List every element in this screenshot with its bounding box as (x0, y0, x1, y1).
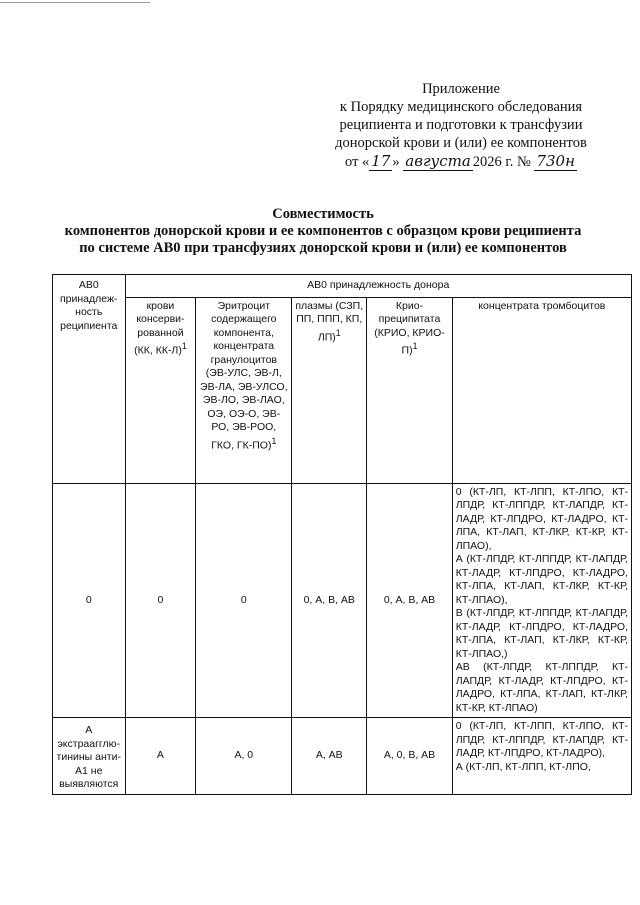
appendix-header (318, 80, 604, 171)
title-line-1: Совместимость (272, 206, 374, 222)
donor-header: АВ0 принадлежность донора (125, 275, 632, 298)
blood-cell: 0 (125, 483, 196, 718)
recipient-group: А (85, 724, 93, 736)
appendix-line-2: к Порядку медицинского обследования (339, 99, 583, 115)
header-row-1 (53, 275, 632, 298)
col-header-blood: крови консерви-рованной (КК, КК-Л)$^1$ (125, 297, 196, 483)
date-prefix: от « (345, 154, 370, 170)
col-header-cryo: Крио-преципитата (КРИО, КРИО-П)$^1$ (367, 297, 452, 483)
appendix-line-3: реципиента и подготовки к трансфузии (339, 117, 583, 133)
platelets-group-0: 0 (КТ-ЛП, КТ-ЛПП, КТ-ЛПО, КТ-ЛПДР, КТ-ЛППДР, КТ-ЛАПДР, КТ-ЛАДР, КТ-ЛПДРО, КТ-ЛАДРО), (455, 720, 628, 759)
platelets-group-b: В (КТ-ЛПДР, КТ-ЛППДР, КТ-ЛАПДР, КТ-ЛАДР, КТ-ЛПДРО, КТ-ЛАДРО, КТ-ЛПА, КТ-ЛАП, КТ-ЛКР, КТ-КР, КТ-ЛПАО,) (455, 607, 628, 660)
recipient-cell: 0 (53, 483, 126, 718)
blood-cell: А (125, 718, 196, 795)
table-row (53, 483, 632, 718)
plasma-cell: А, АВ (292, 718, 367, 795)
handwritten-day: 17 (371, 152, 391, 170)
col-header-plasma: плазмы (СЗП, ПП, ППП, КП, ЛП)$^1$ (292, 297, 367, 483)
platelets-cell (452, 483, 631, 718)
recipient-note: экстраагглю-тинины анти-А1 не выявляются (56, 737, 121, 790)
recipient-header: АВ0 принадлеж-ность реципиента (53, 275, 126, 484)
title-line-3: по системе АВ0 при трансфузиях донорской крови и (или) ее компонентов (79, 240, 567, 256)
appendix-title: Приложение (422, 81, 500, 97)
document-title (40, 206, 606, 257)
col-header-platelets: концентрата тромбоцитов (452, 297, 631, 483)
col-header-erythro: Эритроцит содержащего компонента, концентрата гранулоцитов (ЭВ-УЛС, ЭВ-Л, ЭВ-ЛА, ЭВ-УЛСО, ЭВ-ЛО, ЭВ-ЛАО, ОЭ, ОЭ-О, ЭВ-РО, ЭВ-РОО, ГКО, ГК-ПО)$^1$ (196, 297, 292, 483)
platelets-group-a: А (КТ-ЛПДР, КТ-ЛППДР, КТ-ЛАПДР, КТ-ЛАДР, КТ-ЛПДРО, КТ-ЛАДРО, КТ-ЛПА, КТ-ЛАП, КТ-ЛКР, КТ-КР, КТ-ЛПАО), (455, 553, 628, 606)
platelets-cell (452, 718, 631, 795)
date-year: 2026 г. № (472, 154, 531, 170)
erythro-cell: 0 (196, 483, 292, 718)
header-row-2 (53, 297, 632, 483)
platelets-group-a: А (КТ-ЛП, КТ-ЛПП, КТ-ЛПО, (455, 760, 591, 773)
plasma-cell: 0, А, В, АВ (292, 483, 367, 718)
cryo-cell: 0, А, В, АВ (367, 483, 452, 718)
scan-edge-line (0, 2, 150, 3)
erythro-cell: А, 0 (196, 718, 292, 795)
handwritten-month: августа (405, 152, 471, 170)
table-row (53, 718, 632, 795)
appendix-date-line (318, 152, 604, 171)
compatibility-table (52, 274, 632, 795)
platelets-group-0: 0 (КТ-ЛП, КТ-ЛПП, КТ-ЛПО, КТ-ЛПДР, КТ-ЛППДР, КТ-ЛАПДР, КТ-ЛАДР, КТ-ЛПДРО, КТ-ЛАДРО, КТ-ЛПА, КТ-ЛАП, КТ-ЛКР, КТ-КР, КТ-ЛПАО), (455, 485, 628, 552)
handwritten-number: 730н (536, 152, 575, 170)
date-mid: » (392, 154, 400, 170)
appendix-line-4: донорской крови и (или) ее компонентов (335, 135, 587, 151)
title-line-2: компонентов донорской крови и ее компонентов с образцом крови реципиента (64, 223, 582, 239)
recipient-cell (53, 718, 126, 795)
cryo-cell: А, 0, В, АВ (367, 718, 452, 795)
platelets-group-ab: АВ (КТ-ЛПДР, КТ-ЛППДР, КТ-ЛАПДР, КТ-ЛАДР, КТ-ЛПДРО, КТ-ЛАДРО, КТ-ЛПА, КТ-ЛАП, КТ-ЛКР, КТ-КР, КТ-ЛПАО) (455, 661, 628, 714)
